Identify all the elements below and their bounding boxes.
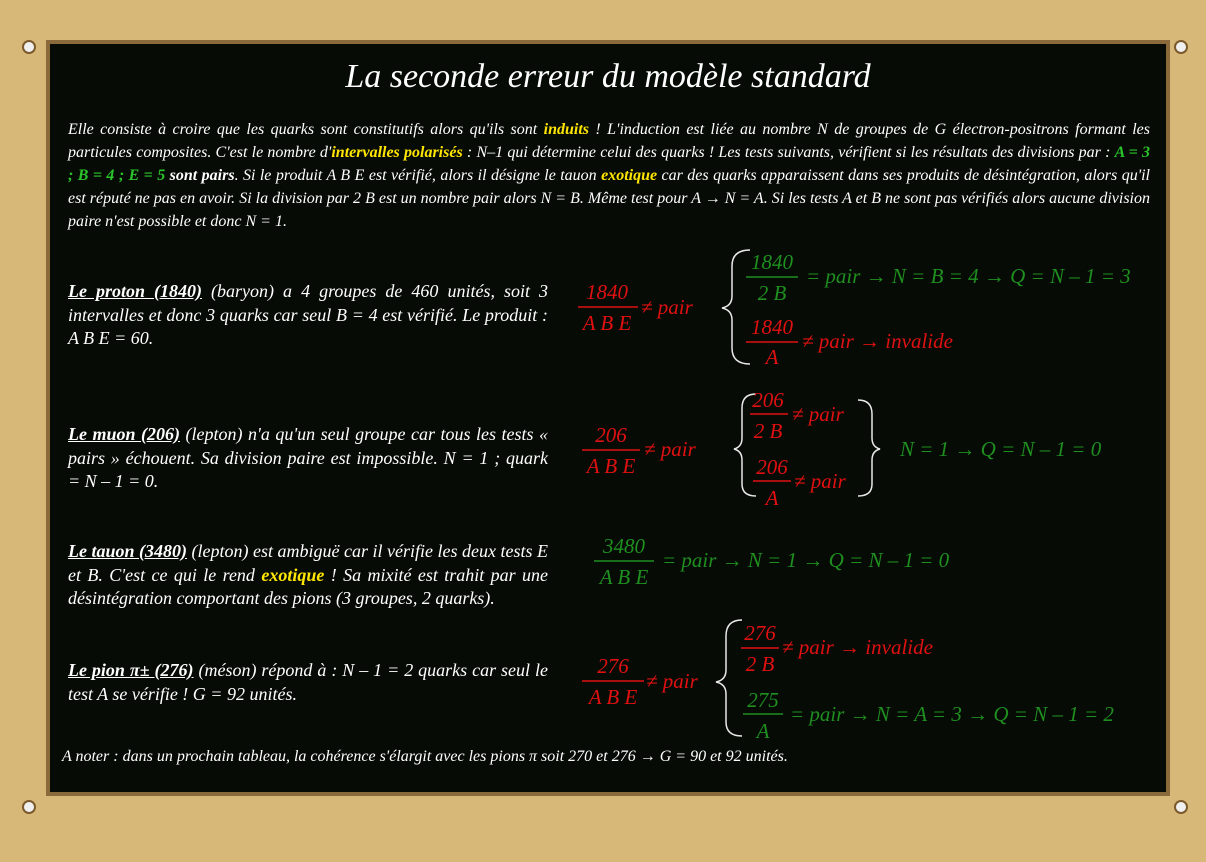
nail-icon bbox=[1174, 800, 1188, 814]
result-text: ≠ pair bbox=[644, 437, 696, 461]
fraction-numerator: 1840 bbox=[751, 250, 793, 274]
fraction-numerator: 276 bbox=[597, 654, 629, 678]
intro-text: car des quarks apparaissent dans ses produits de désintégration, alors qu'il est réputé ne pas en avoir. Si la division par 2 B est un nombre pair alors N = B. Même test pour A → N = A. Si les tests A et B ne sont pas vérifiés alors aucune division paire n'est possible et donc N = 1. bbox=[68, 167, 1151, 230]
pion-heading: Le pion π± (276) bbox=[68, 660, 194, 680]
proton-equation bbox=[578, 250, 1131, 369]
muon-equation bbox=[582, 388, 1102, 510]
result-text: ≠ pair bbox=[792, 402, 844, 426]
page-title: La seconde erreur du modèle standard bbox=[345, 58, 871, 95]
tauon-text: (lepton) est ambiguë car il vérifie les deux tests E et B. C'est ce qui le rend bbox=[68, 541, 548, 585]
fraction-denominator: A bbox=[765, 486, 779, 510]
fraction-numerator: 206 bbox=[756, 455, 788, 479]
brace-icon bbox=[858, 400, 880, 496]
tauon-text: ! Sa mixité est trahit par une désintégration comportant des pions (3 groupes, 2 quarks). bbox=[68, 564, 548, 608]
fraction-numerator: 276 bbox=[744, 621, 776, 645]
fraction-numerator: 206 bbox=[595, 423, 627, 447]
result-text: ≠ pair bbox=[794, 469, 846, 493]
proton-text: (baryon) a 4 groupes de 460 unités, soit 3 intervalles et donc 3 quarks car seul B = 4 est vérifié. Le produit : A B E = 60. bbox=[68, 281, 548, 348]
highlight-exotique: exotique bbox=[601, 167, 658, 184]
brace-icon bbox=[722, 250, 750, 364]
fraction-numerator: 3480 bbox=[603, 534, 645, 558]
muon-heading: Le muon (206) bbox=[68, 424, 180, 444]
proton-heading: Le proton (1840) bbox=[68, 281, 203, 301]
brace-icon bbox=[716, 620, 742, 736]
result-text: N = 1 → Q = N – 1 = 0 bbox=[900, 437, 1102, 461]
muon-text: (lepton) n'a qu'un seul groupe car tous les tests « pairs » échouent. Sa division paire est impossible. N = 1 ; quark = N – 1 = 0. bbox=[68, 424, 548, 491]
fraction-denominator: A B E bbox=[582, 311, 632, 335]
blackboard bbox=[50, 44, 1166, 792]
intro-text: : N–1 qui détermine celui des quarks ! Les tests suivants, vérifient si les résultats des divisions par : bbox=[462, 144, 1115, 161]
nail-icon bbox=[22, 40, 36, 54]
highlight-abe: A = 3 ; B = 4 ; E = 5 bbox=[68, 144, 1151, 184]
pion-text: (méson) répond à : N – 1 = 2 quarks car seul le test A se vérifie ! G = 92 unités. bbox=[68, 660, 548, 704]
fraction-numerator: 206 bbox=[752, 388, 784, 412]
fraction-denominator: 2 B bbox=[745, 652, 775, 676]
result-text: ≠ pair bbox=[641, 295, 693, 319]
footnote: A noter : dans un prochain tableau, la cohérence s'élargit avec les pions π soit 270 et 276 → G = 90 et 92 unités. bbox=[62, 748, 788, 765]
fraction-numerator: 1840 bbox=[586, 280, 628, 304]
intro-text: . Si le produit A B E est vérifié, alors il désigne le tauon bbox=[234, 167, 602, 184]
highlight-induits: induits bbox=[543, 121, 589, 138]
tauon-exotique: exotique bbox=[261, 564, 325, 585]
result-text: = pair → N = 1 → Q = N – 1 = 0 bbox=[662, 548, 950, 572]
highlight-sont-pairs: sont pairs bbox=[165, 167, 235, 184]
result-text: ≠ pair → invalide bbox=[802, 329, 953, 353]
intro-text: Elle consiste à croire que les quarks sont constitutifs alors qu'ils sont bbox=[68, 121, 544, 138]
highlight-intervalles: intervalles polarisés bbox=[331, 144, 463, 161]
fraction-numerator: 1840 bbox=[751, 315, 793, 339]
fraction-denominator: A B E bbox=[586, 454, 636, 478]
fraction-denominator: A bbox=[756, 719, 770, 743]
tauon-equation bbox=[594, 534, 950, 589]
nail-icon bbox=[22, 800, 36, 814]
fraction-denominator: 2 B bbox=[757, 281, 787, 305]
result-text: ≠ pair → invalide bbox=[782, 635, 933, 659]
fraction-numerator: 275 bbox=[747, 688, 779, 712]
fraction-denominator: A bbox=[765, 345, 779, 369]
result-text: ≠ pair bbox=[646, 669, 698, 693]
fraction-denominator: 2 B bbox=[753, 419, 783, 443]
fraction-denominator: A B E bbox=[588, 685, 638, 709]
intro-text: ! L'induction est liée au nombre N de groupes de G électron-positrons formant les particules composites. C'est le nombre d' bbox=[68, 121, 1150, 161]
fraction-denominator: A B E bbox=[599, 565, 649, 589]
result-text: = pair → N = A = 3 → Q = N – 1 = 2 bbox=[790, 702, 1114, 726]
tauon-heading: Le tauon (3480) bbox=[68, 541, 188, 561]
equations-panel bbox=[50, 44, 1166, 792]
result-text: = pair → N = B = 4 → Q = N – 1 = 3 bbox=[806, 264, 1131, 288]
pion-equation bbox=[582, 620, 1114, 743]
nail-icon bbox=[1174, 40, 1188, 54]
